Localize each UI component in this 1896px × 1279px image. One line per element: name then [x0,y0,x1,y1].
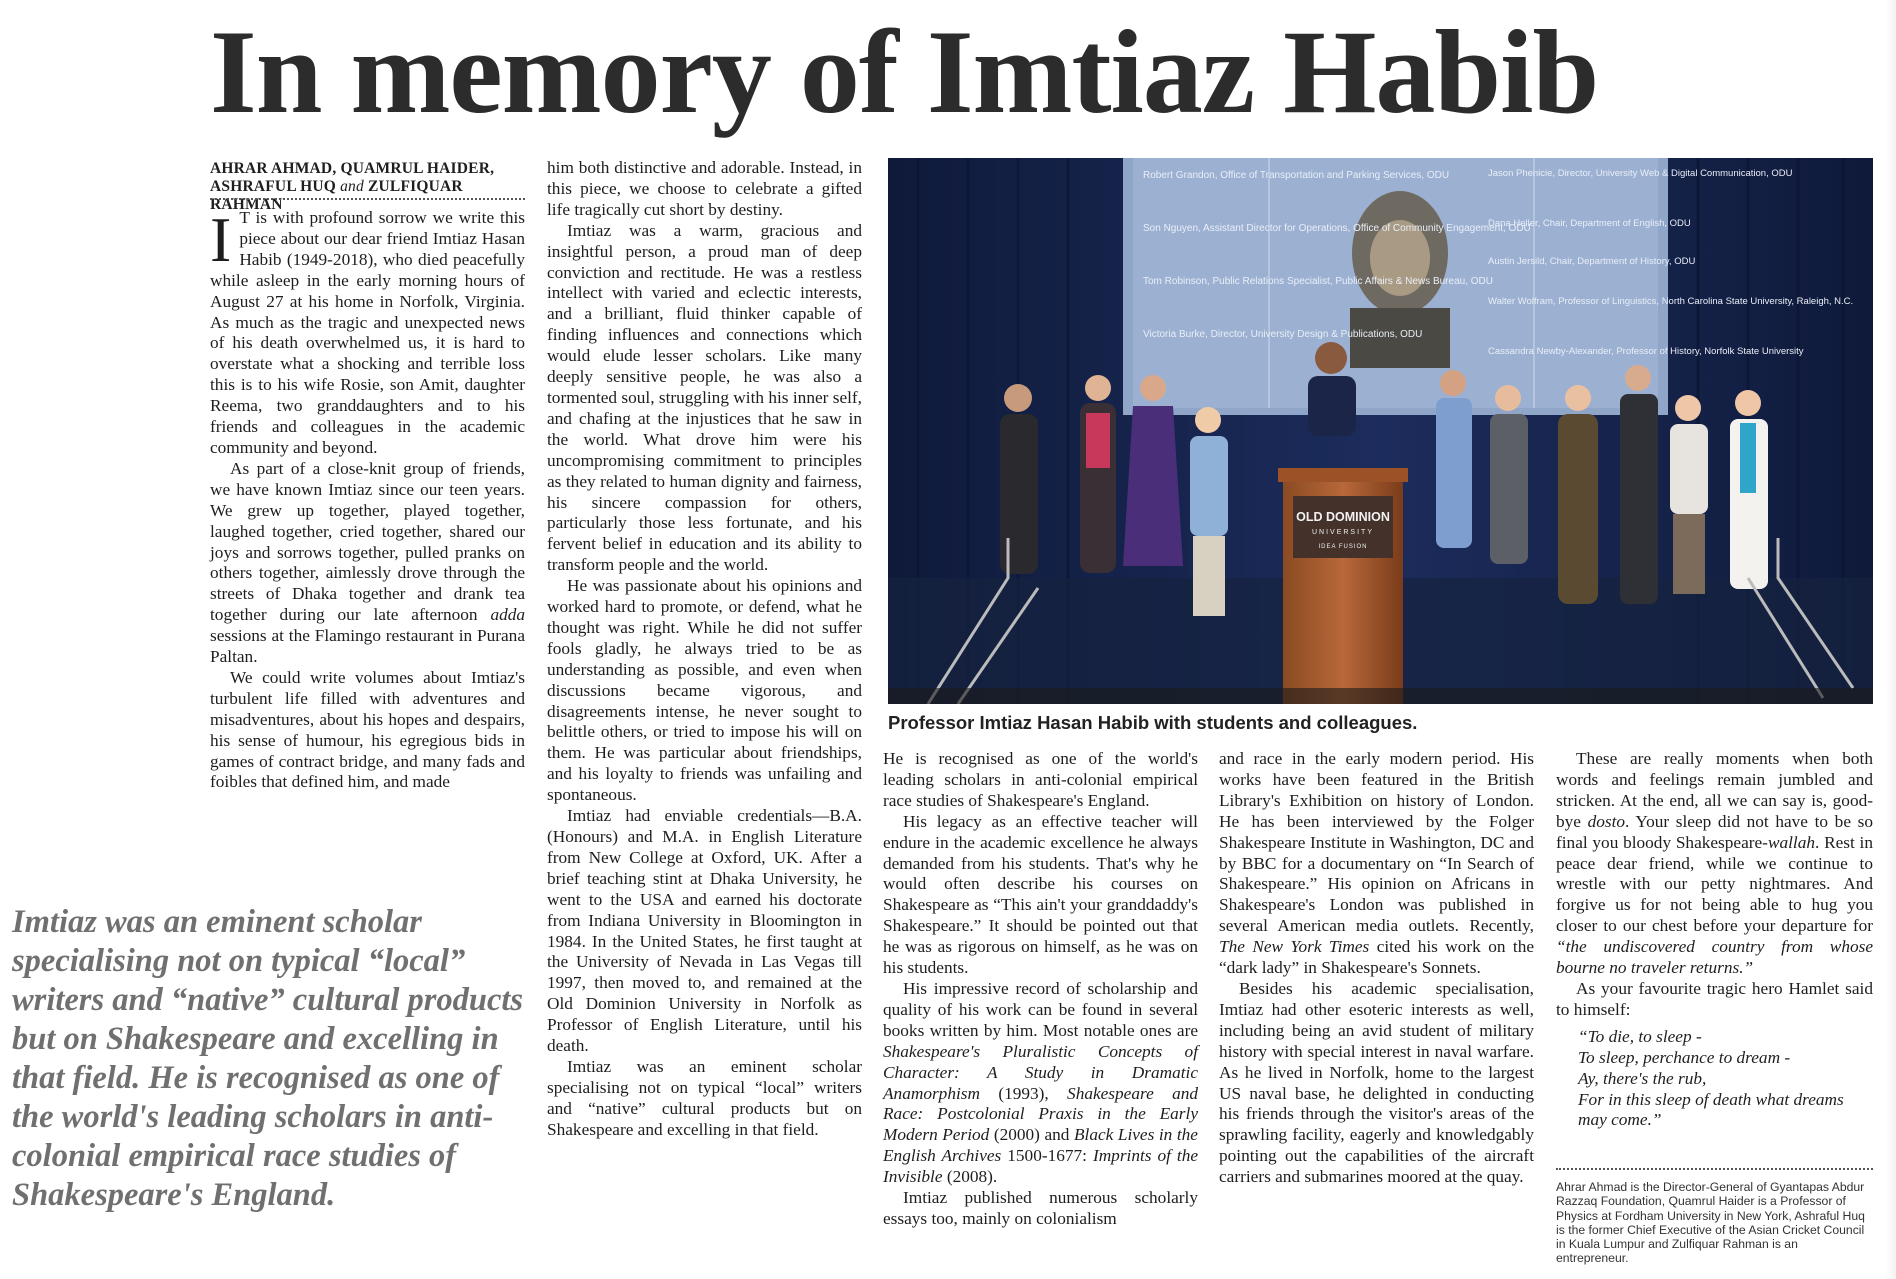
article-column-5 [1556,749,1873,1131]
paragraph-text: . Your sleep did not have to be so final you bloody Shakespeare- [1556,811,1873,852]
paragraph: He is recognised as one of the world's leading scholars in anti-colonial empirical race studies of Shakespeare's England. [883,749,1198,810]
paragraph: Imtiaz published numerous scholarly essays too, mainly on colonialism [883,1188,1198,1228]
book-title: Imprints of the Invisible [883,1146,1199,1187]
verse-line: Ay, there's the rub, [1578,1068,1707,1088]
screen-credit: Robert Grandon, Office of Transportation and Parking Services, ODU [1143,170,1450,181]
paragraph: Imtiaz was an eminent scholar specialising not on typical “local” writers and “native” cultural products but on Shakespeare and excelling in that field. [547,1056,862,1139]
paragraph-text: As part of a close-knit group of friends, we have known Imtiaz since our teen years. We grew up together, played together, laughed together, cried together, shared our joys and sorrows together, pulled pranks on others together, aimlessly drove through the streets of Dhaka together and drank tea together during our late afternoon [210,458,525,625]
paragraph: Besides his academic specialisation, Imtiaz had other esoteric interests as well, including being an avid student of military history with special interest in naval warfare. As he lived in Norfolk, home to the largest US naval base, he delighted in conducting his friends through the visitor's areas of the sprawling facility, eagerly and knowledgably pointing out the capabilities of the aircraft carriers and submarines moored at the quay. [1219,978,1534,1187]
paragraph-text: His impressive record of scholarship and quality of his work can be found in several books written by him. Most notable ones are [883,978,1198,1040]
publication-title: The New York Times [1219,937,1370,957]
article-column-2 [547,158,862,1141]
screen-credit: Austin Jersild, Chair, Department of History, ODU [1488,256,1696,267]
paragraph [210,204,525,459]
article-column-1 [210,204,525,793]
paragraph: Imtiaz had enviable credentials—B.A. (Honours) and M.A. in English Literature from New College at Oxford, UK. After a brief teaching stint at Dhaka University, he went to the USA and earned his doctorate from Indiana University in Bloomington in 1984. In the United States, he first taught at the University of Nevada in Las Vegas till 1997, then moved to, and remained at the Old Dominion University in Norfolk as Professor of English Literature, until his death. [547,806,862,1056]
paragraph-text: (1993), [998,1083,1049,1103]
pull-quote: Imtiaz was an eminent scholar specialising not on typical “local” writers and “native” cultural products but on Shakespeare and excelling in that field. He is recognised as one of the world's leading scholars in anti-colonial empirical race studies of Shakespeare's England. [12,904,524,1213]
paragraph [210,459,525,668]
book-title: Shakespeare's Pluralistic Concepts of Character: A Study in Dramatic Anamorphism [883,1041,1198,1103]
podium-text: OLD DOMINION [1296,510,1390,524]
book-years: 1500-1677: [1007,1146,1087,1166]
book-title: Black Lives in the English Archives [883,1125,1198,1166]
screen-credit: Cassandra Newby-Alexander, Professor of History, Norfolk State University [1488,346,1804,357]
byline-author: ASHRAFUL HUQ [210,178,336,195]
paragraph [1556,749,1873,979]
paragraph [883,979,1198,1188]
paragraph: We could write volumes about Imtiaz's turbulent life filled with adventures and misadventures, about his hopes and despairs, his sense of humour, his egregious bids in games of contract bridge, and many fads and foibles that defined him, and made [210,667,525,792]
article-column-4 [1219,749,1534,1188]
byline [210,160,525,214]
paragraph-text: T is with profound sorrow we write this piece about our dear friend Imtiaz Hasan Habib (1949-2018), who died peacefully while asleep in the early morning hours of August 27 at his home in Norfolk, Virginia. As much as the tragic and unexpected news of his death overwhelmed us, it is hard to overstate what a shocking and terrible loss this is to his wife Rosie, son Amit, daughter Reema, two granddaughters and to his friends and colleagues in the academic community and beyond. [210,208,525,457]
hamlet-verse [1578,1027,1873,1132]
event-photo [888,158,1873,704]
podium-text: IDEA FUSION [1318,544,1368,550]
paragraph-text: (2000) and [993,1125,1070,1145]
italic-term: adda [490,605,525,625]
paragraph-text: and race in the early modern period. His works have been featured in the British Library's Exhibition on history of London. He has been interviewed by the Folger Shakespeare Institute in Washington, DC and by BBC for a documentary on “In Search of Shakespeare.” His opinion on Africans in Shakespeare's London was published in several American media outlets. Recently, [1219,749,1534,936]
italic-term: wallah [1767,832,1816,852]
paragraph-text: sessions at the Flamingo restaurant in Purana Paltan. [210,626,525,667]
podium-text: UNIVERSITY [1311,529,1375,536]
screen-credit: Victoria Burke, Director, University Design & Publications, ODU [1143,329,1423,340]
paragraph: His legacy as an effective teacher will endure in the academic excellence he always demanded from his students. That's why he would often describe his courses on Shakespeare as “This ain't your granddaddy's Shakespeare.” It should be pointed out that he was as rigorous on himself, as he was on his students. [883,811,1198,978]
book-title: Shakespeare and Race: Postcolonial Praxis in the Early Modern Period [883,1083,1198,1145]
verse-line: For in this sleep of death what dreams may come.” [1578,1089,1844,1130]
byline-divider [210,198,525,200]
paragraph: He was passionate about his opinions and worked hard to promote, or defend, what he thought was right. While he did not suffer fools gladly, he always tried to be as understanding as possible, and even when discussions became vigorous, and disagreements intense, he never sought to belittle others, or tried to impose his will on them. He was particular about friendships, and his loyalty to friends was unfailing and spontaneous. [547,576,862,805]
screen-credit: Dana Heller, Chair, Department of English, ODU [1488,218,1691,229]
headline: In memory of Imtiaz Habib [210,5,1599,138]
hamlet-quote: “the undiscovered country from whose bourne no traveler returns.” [1556,937,1873,978]
photo-caption: Professor Imtiaz Hasan Habib with students and colleagues. [888,712,1418,733]
screen-credit: Walter Wolfram, Professor of Linguistics, North Carolina State University, Raleigh, N.C. [1488,296,1854,307]
verse-line: To sleep, perchance to dream - [1578,1047,1791,1067]
screen-credit: Jason Phenicie, Director, University Web & Digital Communication, ODU [1488,168,1793,179]
photo-illustration [888,158,1873,704]
paragraph-text: These are really moments when both words and feelings remain jumbled and stricken. At the end, all we can say is, good-bye [1556,749,1873,831]
screen-credit: Tom Robinson, Public Relations Specialist, Public Affairs & News Bureau, ODU [1143,276,1493,287]
paragraph: As your favourite tragic hero Hamlet said to himself: [1556,978,1873,1019]
italic-term: dosto [1587,811,1626,831]
drop-cap: I [210,204,232,275]
author-bio: Ahrar Ahmad is the Director-General of Gyantapas Abdur Razzaq Foundation, Quamrul Haider is a Professor of Physics at Fordham University in New York, Ashraful Huq is the former Chief Executive of the Asian Cricket Council in Kuala Lumpur and Zulfiquar Rahman is an entrepreneur. [1556,1180,1865,1266]
byline-conjunction: and [340,178,364,195]
paragraph: him both distinctive and adorable. Instead, in this piece, we choose to celebrate a gifted life tragically cut short by destiny. [547,158,862,219]
podium [1278,468,1408,704]
bio-divider [1556,1168,1873,1170]
byline-author: ZULFIQUAR RAHMAN [210,178,463,213]
screen-credit: Son Nguyen, Assistant Director for Operations, Office of Community Engagement, ODU [1143,223,1531,234]
byline-line-1: AHRAR AHMAD, QUAMRUL HAIDER, [210,160,495,177]
paragraph: Imtiaz was a warm, gracious and insightful person, a proud man of deep conviction and rectitude. He was a restless intellect with varied and eclectic interests, and a brilliant, fluid thinker capable of finding influences and connections which would elude lesser scholars. Like many deeply sensitive people, he was also a tormented soul, struggling with his inner self, and chafing at the injustices that he saw in the world. What drove him were his uncompromising commitment to principles as they related to human dignity and fairness, his sincere compassion for others, particularly those less fortunate, and his fervent belief in education and its ability to transform people and the world. [547,220,862,575]
article-column-3 [883,749,1198,1230]
paragraph-text: . Rest in peace dear friend, while we continue to wrestle with our petty nightmares. And forgive us for not being able to hug you closer to our chest before your departure for [1556,832,1873,936]
paragraph [1219,749,1534,979]
paragraph-text: (2008). [946,1167,998,1187]
paragraph-text: cited his work on the “dark lady” in Shakespeare's Sonnets. [1219,937,1535,978]
page-edge [1886,0,1896,1279]
verse-line: “To die, to sleep - [1578,1026,1702,1046]
